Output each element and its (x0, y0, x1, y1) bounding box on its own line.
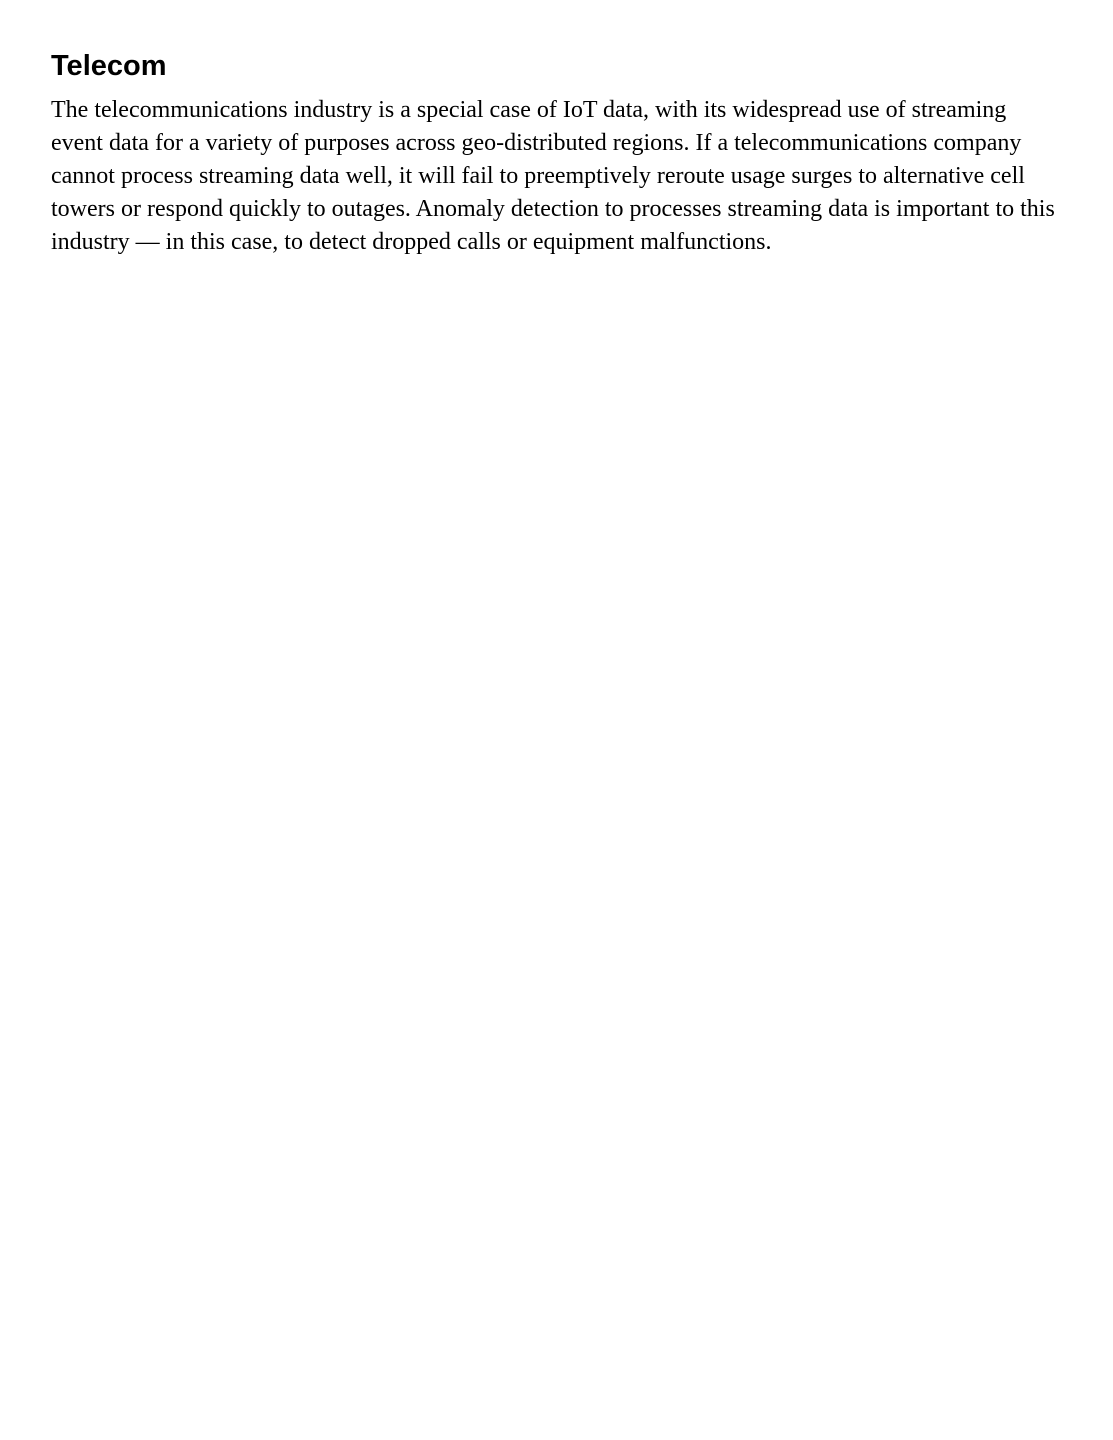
section-paragraph: The telecommunications industry is a special case of IoT data, with its widespread use of streaming event data for a variety of purposes across geo-distributed regions. If a telecommunications company cannot process streaming data well, it will fail to preemptively reroute usage surges to alternative cell towers or respond quickly to outages. Anomaly detection to processes streaming data is important to this industry — in this case, to detect dropped calls or equipment malfunctions. (51, 97, 1055, 255)
section-heading: Telecom (51, 50, 167, 82)
document-page (51, 48, 1061, 259)
